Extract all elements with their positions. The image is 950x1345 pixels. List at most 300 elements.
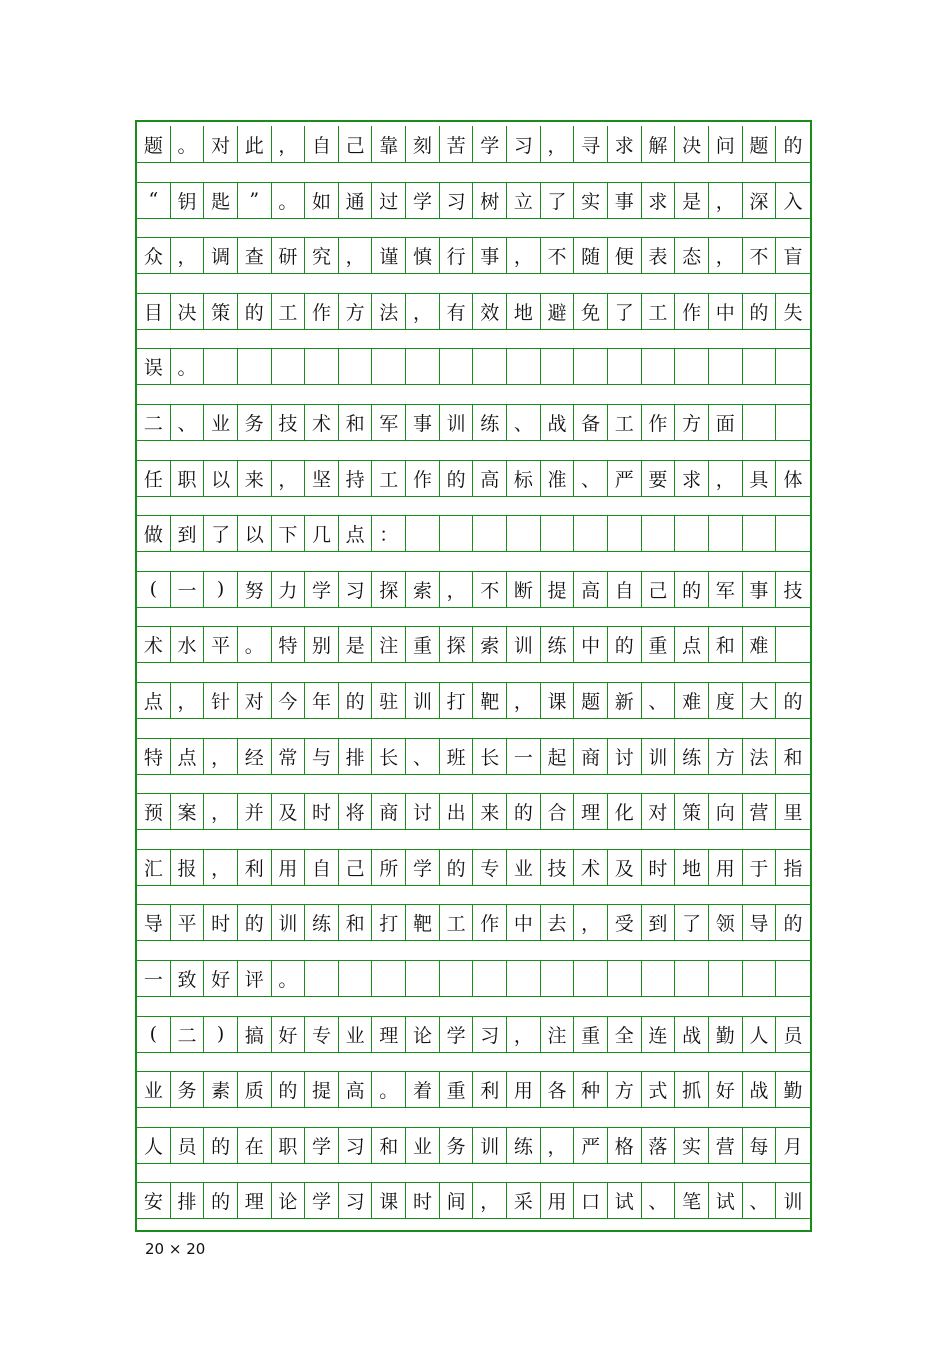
grid-cell [272, 349, 306, 384]
grid-cell: 理 [372, 1017, 406, 1052]
grid-cell [507, 349, 541, 384]
grid-cell: 了 [204, 516, 238, 551]
grid-cell: 业 [507, 850, 541, 885]
grid-cell: 苦 [440, 126, 474, 162]
grid-cell: 时 [642, 850, 676, 885]
grid-cell [776, 627, 810, 662]
grid-cell: 。 [171, 349, 205, 384]
grid-cell: 重 [574, 1017, 608, 1052]
grid-cell: 寻 [574, 126, 608, 162]
grid-cell: 里 [783, 802, 803, 825]
grid-cell: 特 [137, 739, 171, 774]
grid-cell: 方 [675, 405, 709, 440]
grid-cell: 质 [238, 1072, 272, 1107]
grid-cell [473, 516, 507, 551]
grid-row [137, 460, 810, 497]
grid-cell: 解 [642, 126, 676, 162]
grid-cell [608, 349, 642, 384]
grid-cell: 来 [238, 461, 272, 496]
grid-cell [305, 349, 339, 384]
grid-cell: 术 [305, 405, 339, 440]
grid-cell: 努 [238, 572, 272, 607]
grid-cell: 索 [406, 572, 440, 607]
grid-cell: 及 [272, 794, 306, 829]
grid-cell: ， [541, 1128, 575, 1163]
grid-cell: 战 [743, 1072, 777, 1107]
grid-cell: 的 [238, 905, 272, 940]
grid-cell: 入 [783, 190, 803, 213]
grid-cell: 己 [339, 850, 373, 885]
grid-cell: ， [406, 294, 440, 329]
grid-cell: 务 [171, 1072, 205, 1107]
grid-cell: ， [507, 238, 541, 273]
grid-cell: 行 [440, 238, 474, 273]
grid-cell: 习 [473, 1017, 507, 1052]
grid-cell: 目 [137, 294, 171, 329]
grid-cell: 工 [272, 294, 306, 329]
grid-cell: 此 [238, 126, 272, 162]
grid-cell: 求 [642, 183, 676, 218]
grid-cell: 着 [406, 1072, 440, 1107]
grid-cell: 间 [440, 1183, 474, 1218]
grid-row [137, 237, 810, 274]
grid-cell [372, 349, 406, 384]
grid-cell: 平 [171, 905, 205, 940]
grid-cell: 训 [783, 1191, 803, 1214]
grid-cell: 免 [574, 294, 608, 329]
grid-cell [372, 961, 406, 996]
grid-cell: 作 [406, 461, 440, 496]
grid-cell: 业 [204, 405, 238, 440]
grid-cell [574, 349, 608, 384]
grid-cell: 利 [473, 1072, 507, 1107]
grid-cell: 的 [507, 794, 541, 829]
grid-cell: 事 [743, 572, 777, 607]
grid-row [137, 1016, 810, 1053]
grid-cell: ， [272, 461, 306, 496]
grid-cell: 案 [171, 794, 205, 829]
grid-cell [743, 961, 777, 996]
grid-cell [204, 349, 238, 384]
grid-cell: 的 [783, 913, 803, 936]
grid-cell: 点 [137, 683, 171, 718]
grid-cell: 。 [272, 183, 306, 218]
grid-cell: 地 [507, 294, 541, 329]
grid-cell: 方 [709, 739, 743, 774]
grid-cell: 练 [507, 1128, 541, 1163]
grid-cell: 注 [372, 627, 406, 662]
grid-cell: 讨 [406, 794, 440, 829]
grid-cell: 失 [783, 301, 803, 324]
grid-cell: 战 [541, 405, 575, 440]
grid-cell: 领 [709, 905, 743, 940]
grid-cell: 学 [473, 126, 507, 162]
grid-cell: 的 [204, 1183, 238, 1218]
grid-cell: 的 [743, 294, 777, 329]
grid-cell: 不 [743, 238, 777, 273]
grid-cell: 论 [272, 1183, 306, 1218]
grid-cell: ， [171, 238, 205, 273]
grid-cell: 自 [305, 850, 339, 885]
grid-cell: 作 [675, 294, 709, 329]
grid-cell: 、 [406, 739, 440, 774]
grid-cell [776, 961, 810, 996]
grid-cell: 去 [541, 905, 575, 940]
grid-row [137, 682, 810, 719]
grid-cell: 的 [675, 572, 709, 607]
grid-cell: ( [137, 572, 171, 607]
grid-cell: 立 [507, 183, 541, 218]
grid-cell: 深 [743, 183, 777, 218]
grid-cell: 时 [204, 905, 238, 940]
grid-cell [776, 516, 810, 551]
grid-cell: 中 [709, 294, 743, 329]
grid-cell [440, 961, 474, 996]
grid-cell: 具 [743, 461, 777, 496]
grid-cell: 高 [574, 572, 608, 607]
grid-cell: 严 [574, 1128, 608, 1163]
grid-cell: 要 [642, 461, 676, 496]
grid-cell: 是 [339, 627, 373, 662]
grid-cell: 务 [238, 405, 272, 440]
grid-cell: 的 [608, 627, 642, 662]
grid-cell: 的 [238, 294, 272, 329]
grid-cell: 好 [204, 961, 238, 996]
grid-cell: ， [541, 126, 575, 162]
grid-cell: 习 [440, 183, 474, 218]
grid-cell [743, 405, 777, 440]
grid-cell: 。 [272, 961, 306, 996]
grid-cell: 学 [440, 1017, 474, 1052]
grid-cell: 标 [507, 461, 541, 496]
grid-cell: 的 [272, 1072, 306, 1107]
grid-cell: 技 [272, 405, 306, 440]
grid-size-label: 20 × 20 [145, 1240, 206, 1258]
grid-cell: 己 [339, 126, 373, 162]
grid-cell: 排 [171, 1183, 205, 1218]
grid-cell: 对 [238, 683, 272, 718]
grid-cell: 工 [440, 905, 474, 940]
grid-cell: 笔 [675, 1183, 709, 1218]
grid-row [137, 626, 810, 663]
grid-cell: 术 [137, 627, 171, 662]
grid-cell: 口 [574, 1183, 608, 1218]
grid-cell: 不 [473, 572, 507, 607]
grid-cell: 法 [743, 739, 777, 774]
grid-cell: 提 [305, 1072, 339, 1107]
grid-cell: 试 [608, 1183, 642, 1218]
grid-cell: 匙 [204, 183, 238, 218]
grid-cell: 与 [305, 739, 339, 774]
grid-cell: 讨 [608, 739, 642, 774]
grid-cell: 向 [709, 794, 743, 829]
grid-cell [339, 349, 373, 384]
grid-cell: 导 [137, 905, 171, 940]
grid-cell: 、 [507, 405, 541, 440]
grid-cell: ， [507, 683, 541, 718]
grid-cell: 自 [305, 126, 339, 162]
grid-cell: 策 [204, 294, 238, 329]
grid-cell: 决 [171, 294, 205, 329]
grid-cell: 的 [440, 850, 474, 885]
grid-cell: 起 [541, 739, 575, 774]
grid-cell: 作 [642, 405, 676, 440]
grid-cell: 职 [272, 1128, 306, 1163]
grid-cell: 到 [171, 516, 205, 551]
grid-cell: 员 [783, 1024, 803, 1047]
grid-cell: 业 [339, 1017, 373, 1052]
grid-cell: 利 [238, 850, 272, 885]
grid-cell: 采 [507, 1183, 541, 1218]
grid-cell: 排 [339, 739, 373, 774]
grid-cell: 的 [440, 461, 474, 496]
grid-cell: 中 [507, 905, 541, 940]
grid-cell: ， [507, 1017, 541, 1052]
grid-cell: 探 [440, 627, 474, 662]
grid-cell: 。 [372, 1072, 406, 1107]
grid-cell: 业 [137, 1072, 171, 1107]
grid-cell: 重 [406, 627, 440, 662]
grid-cell [608, 516, 642, 551]
grid-cell: 难 [675, 683, 709, 718]
grid-cell: 并 [238, 794, 272, 829]
grid-cell: 面 [709, 405, 743, 440]
grid-cell: 是 [675, 183, 709, 218]
grid-row [137, 515, 810, 552]
grid-cell: 军 [372, 405, 406, 440]
grid-cell: 对 [204, 126, 238, 162]
grid-cell: 格 [608, 1128, 642, 1163]
grid-row [137, 738, 810, 775]
grid-cell: 驻 [372, 683, 406, 718]
grid-cell: 素 [204, 1072, 238, 1107]
grid-cell: 随 [574, 238, 608, 273]
grid-cell [642, 961, 676, 996]
grid-cell: 落 [642, 1128, 676, 1163]
grid-cell: 的 [339, 683, 373, 718]
grid-cell: ， [473, 1183, 507, 1218]
grid-cell [608, 961, 642, 996]
grid-cell: 商 [574, 739, 608, 774]
grid-cell [339, 961, 373, 996]
grid-cell: 问 [709, 126, 743, 162]
grid-row [137, 571, 810, 608]
grid-cell: 二 [137, 405, 171, 440]
grid-cell: 好 [709, 1072, 743, 1107]
grid-cell: 持 [339, 461, 373, 496]
grid-row [137, 182, 810, 219]
grid-cell [709, 961, 743, 996]
grid-cell [238, 349, 272, 384]
grid-cell: 班 [440, 739, 474, 774]
grid-cell: 、 [574, 461, 608, 496]
grid-cell: 学 [305, 572, 339, 607]
grid-row [137, 404, 810, 441]
grid-cell: 用 [272, 850, 306, 885]
grid-cell [473, 349, 507, 384]
grid-cell: 便 [608, 238, 642, 273]
grid-cell: 的 [204, 1128, 238, 1163]
grid-row [137, 293, 810, 330]
grid-cell: 习 [339, 572, 373, 607]
grid-cell: ， [204, 739, 238, 774]
grid-cell: 高 [339, 1072, 373, 1107]
grid-cell: 盲 [783, 246, 803, 269]
grid-cell: 习 [339, 1128, 373, 1163]
grid-cell: ， [709, 461, 743, 496]
grid-cell: 慎 [406, 238, 440, 273]
grid-cell: 一 [507, 739, 541, 774]
grid-row [137, 849, 810, 886]
grid-cell: 打 [372, 905, 406, 940]
grid-cell: 抓 [675, 1072, 709, 1107]
grid-cell [574, 516, 608, 551]
grid-cell: 用 [507, 1072, 541, 1107]
grid-cell [709, 349, 743, 384]
grid-cell: ， [574, 905, 608, 940]
grid-cell: 严 [608, 461, 642, 496]
grid-cell: 大 [743, 683, 777, 718]
grid-cell: 将 [339, 794, 373, 829]
grid-cell: 、 [642, 1183, 676, 1218]
grid-cell: 营 [709, 1128, 743, 1163]
grid-cell: 的 [783, 691, 803, 713]
grid-cell: 钥 [171, 183, 205, 218]
grid-cell: 训 [642, 739, 676, 774]
grid-cell: 备 [574, 405, 608, 440]
grid-cell: 常 [272, 739, 306, 774]
grid-cell: 态 [675, 238, 709, 273]
grid-cell: 用 [541, 1183, 575, 1218]
grid-cell: 如 [305, 183, 339, 218]
grid-cell: 作 [305, 294, 339, 329]
grid-cell: 自 [608, 572, 642, 607]
grid-cell: 力 [272, 572, 306, 607]
grid-cell: 连 [642, 1017, 676, 1052]
grid-cell: 合 [541, 794, 575, 829]
grid-cell: 受 [608, 905, 642, 940]
grid-cell: 训 [272, 905, 306, 940]
grid-cell: 表 [642, 238, 676, 273]
grid-cell: ) [204, 572, 238, 607]
grid-cell: 几 [305, 516, 339, 551]
grid-cell [743, 516, 777, 551]
grid-cell: 谨 [372, 238, 406, 273]
grid-cell [440, 516, 474, 551]
grid-cell: 工 [642, 294, 676, 329]
grid-row [137, 1127, 810, 1164]
grid-cell: 靶 [406, 905, 440, 940]
grid-cell [507, 516, 541, 551]
grid-cell: 不 [541, 238, 575, 273]
grid-cell: 题 [574, 683, 608, 718]
grid-cell: ， [204, 794, 238, 829]
grid-cell: 化 [608, 794, 642, 829]
grid-cell: 勤 [709, 1017, 743, 1052]
grid-cell: 水 [171, 627, 205, 662]
grid-cell: 求 [608, 126, 642, 162]
grid-cell: 和 [372, 1128, 406, 1163]
grid-cell: 实 [574, 183, 608, 218]
grid-row [137, 348, 810, 385]
grid-cell: 点 [675, 627, 709, 662]
grid-cell: 断 [507, 572, 541, 607]
grid-cell: 中 [574, 627, 608, 662]
grid-cell: 导 [743, 905, 777, 940]
grid-cell: 和 [339, 905, 373, 940]
grid-cell: 二 [171, 1017, 205, 1052]
grid-cell [541, 961, 575, 996]
grid-cell: 工 [608, 405, 642, 440]
grid-cell: 预 [137, 794, 171, 829]
grid-cell: 月 [783, 1135, 803, 1158]
grid-cell: 特 [272, 627, 306, 662]
grid-cell: 课 [372, 1183, 406, 1218]
grid-cell: 事 [608, 183, 642, 218]
grid-cell [675, 961, 709, 996]
grid-cell: 任 [137, 461, 171, 496]
grid-cell: 安 [137, 1183, 171, 1218]
grid-cell: 树 [473, 183, 507, 218]
grid-cell: 了 [541, 183, 575, 218]
grid-cell [642, 516, 676, 551]
grid-cell: 时 [305, 794, 339, 829]
grid-cell: 于 [743, 850, 777, 885]
grid-cell: 到 [642, 905, 676, 940]
grid-cell: 一 [171, 572, 205, 607]
grid-cell: 练 [541, 627, 575, 662]
grid-cell: 理 [574, 794, 608, 829]
grid-cell: 以 [204, 461, 238, 496]
grid-cell: 、 [743, 1183, 777, 1218]
grid-cell: 及 [608, 850, 642, 885]
grid-cell [406, 349, 440, 384]
grid-cell: 和 [783, 746, 803, 769]
grid-cell: 训 [507, 627, 541, 662]
grid-cell: 长 [473, 739, 507, 774]
grid-cell: 的 [783, 134, 803, 157]
grid-cell [675, 349, 709, 384]
grid-cell: 课 [541, 683, 575, 718]
grid-cell: 员 [171, 1128, 205, 1163]
grid-cell: ， [272, 126, 306, 162]
grid-cell: 式 [642, 1072, 676, 1107]
grid-cell: 种 [574, 1072, 608, 1107]
grid-cell: 勤 [783, 1080, 803, 1103]
grid-cell: 。 [171, 126, 205, 162]
grid-cell: 坚 [305, 461, 339, 496]
grid-cell [507, 961, 541, 996]
grid-cell: 术 [574, 850, 608, 885]
grid-cell: 体 [783, 468, 803, 491]
grid-cell: 。 [238, 627, 272, 662]
grid-cell: 打 [440, 683, 474, 718]
grid-cell: 职 [171, 461, 205, 496]
grid-cell: 战 [675, 1017, 709, 1052]
grid-cell: 通 [339, 183, 373, 218]
grid-cell: 专 [305, 1017, 339, 1052]
grid-cell: 经 [238, 739, 272, 774]
grid-cell: 、 [642, 683, 676, 718]
grid-cell: 致 [171, 961, 205, 996]
grid-cell: 学 [305, 1183, 339, 1218]
grid-cell: 研 [272, 238, 306, 273]
grid-cell: 一 [137, 961, 171, 996]
grid-cell: 和 [339, 405, 373, 440]
grid-cell [440, 349, 474, 384]
grid-cell: 全 [608, 1017, 642, 1052]
grid-cell: 习 [507, 126, 541, 162]
